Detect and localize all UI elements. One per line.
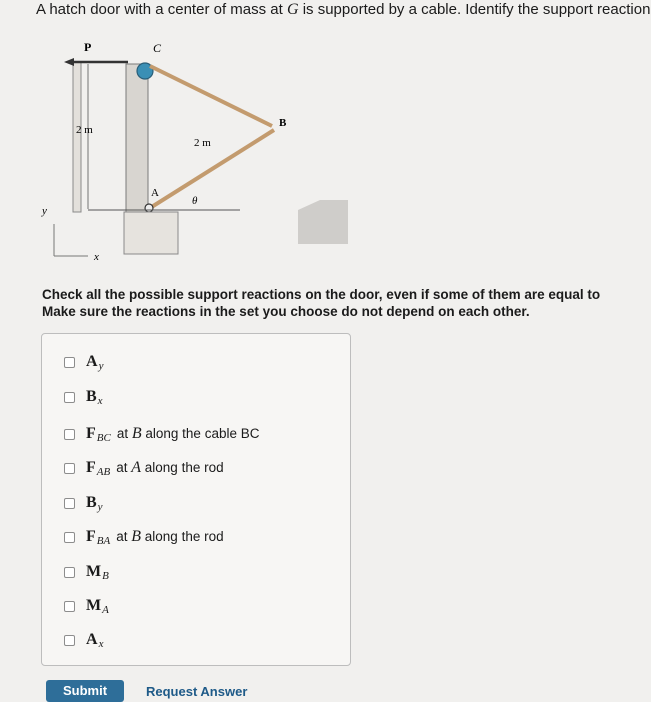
option-text: at xyxy=(116,460,132,475)
option-text: along the cable BC xyxy=(141,426,260,441)
option-ay[interactable] xyxy=(64,351,103,373)
option-by[interactable] xyxy=(64,492,103,514)
option-symbol: F xyxy=(86,459,96,476)
checkbox[interactable] xyxy=(64,532,75,543)
option-fbc[interactable] xyxy=(64,423,259,445)
checkbox[interactable] xyxy=(64,635,75,646)
question-text xyxy=(36,0,651,22)
option-symbol: A xyxy=(86,353,98,370)
instructions xyxy=(42,286,651,320)
label-b: B xyxy=(279,117,287,129)
option-symbol: F xyxy=(86,528,96,545)
option-ma[interactable] xyxy=(64,595,109,617)
option-subscript: B xyxy=(102,570,109,582)
option-description xyxy=(117,425,260,443)
option-subscript: BC xyxy=(96,432,111,444)
question-text-part: A hatch door with a center of mass at xyxy=(36,1,287,18)
option-symbol: M xyxy=(86,597,102,614)
option-text: along the rod xyxy=(141,529,224,544)
submit-button[interactable]: Submit xyxy=(46,680,124,702)
hatch-door xyxy=(126,64,148,212)
option-text: along the rod xyxy=(141,460,224,475)
checkbox[interactable] xyxy=(64,463,75,474)
option-symbol: A xyxy=(86,631,98,648)
option-symbol: M xyxy=(86,563,102,580)
option-bx[interactable] xyxy=(64,386,103,408)
option-subscript: BA xyxy=(96,535,111,547)
option-variable: B xyxy=(131,528,142,545)
label-x: x xyxy=(94,251,99,263)
checkbox[interactable] xyxy=(64,392,75,403)
option-description xyxy=(116,528,223,546)
cable-cb xyxy=(150,66,272,126)
question-text-part: is supported by a cable. Identify the support reaction xyxy=(298,1,651,18)
label-p: P xyxy=(84,40,92,54)
option-symbol: B xyxy=(86,388,97,405)
base-block xyxy=(124,212,178,254)
option-subscript: x xyxy=(98,638,104,650)
pin-a xyxy=(145,204,153,212)
label-2m-right: 2 m xyxy=(194,137,211,149)
checkbox[interactable] xyxy=(64,357,75,368)
option-description xyxy=(116,459,223,477)
option-subscript: AB xyxy=(96,466,111,478)
hatch-door-diagram xyxy=(28,34,368,274)
option-mb[interactable] xyxy=(64,561,109,583)
options-box xyxy=(41,333,351,666)
option-fab[interactable] xyxy=(64,457,224,479)
checkbox[interactable] xyxy=(64,429,75,440)
left-post xyxy=(73,62,81,212)
option-variable: B xyxy=(131,425,142,442)
option-subscript: A xyxy=(102,604,109,616)
instructions-line-2: Make sure the reactions in the set you choose do not depend on each other. xyxy=(42,304,530,319)
option-subscript: y xyxy=(98,360,104,372)
option-symbol: F xyxy=(86,425,96,442)
label-y: y xyxy=(42,205,47,217)
option-symbol: B xyxy=(86,494,97,511)
question-variable: G xyxy=(286,1,299,18)
label-c: C xyxy=(153,41,162,55)
label-theta: θ xyxy=(192,195,198,207)
option-text: at xyxy=(116,529,132,544)
label-a: A xyxy=(151,187,159,199)
label-2m-left: 2 m xyxy=(76,124,93,136)
force-p-arrowhead xyxy=(64,58,74,66)
checkbox[interactable] xyxy=(64,567,75,578)
option-text: at xyxy=(116,426,132,441)
option-fba[interactable] xyxy=(64,526,224,548)
option-subscript: y xyxy=(97,501,103,513)
grey-shape xyxy=(298,200,348,244)
request-answer-link[interactable]: Request Answer xyxy=(146,684,248,699)
checkbox[interactable] xyxy=(64,601,75,612)
option-subscript: x xyxy=(97,395,103,407)
option-ax[interactable] xyxy=(64,629,103,651)
option-variable: A xyxy=(131,459,142,476)
checkbox[interactable] xyxy=(64,498,75,509)
rod-ab xyxy=(150,130,274,208)
instructions-line-1: Check all the possible support reactions on the door, even if some of them are equal to xyxy=(42,287,601,302)
